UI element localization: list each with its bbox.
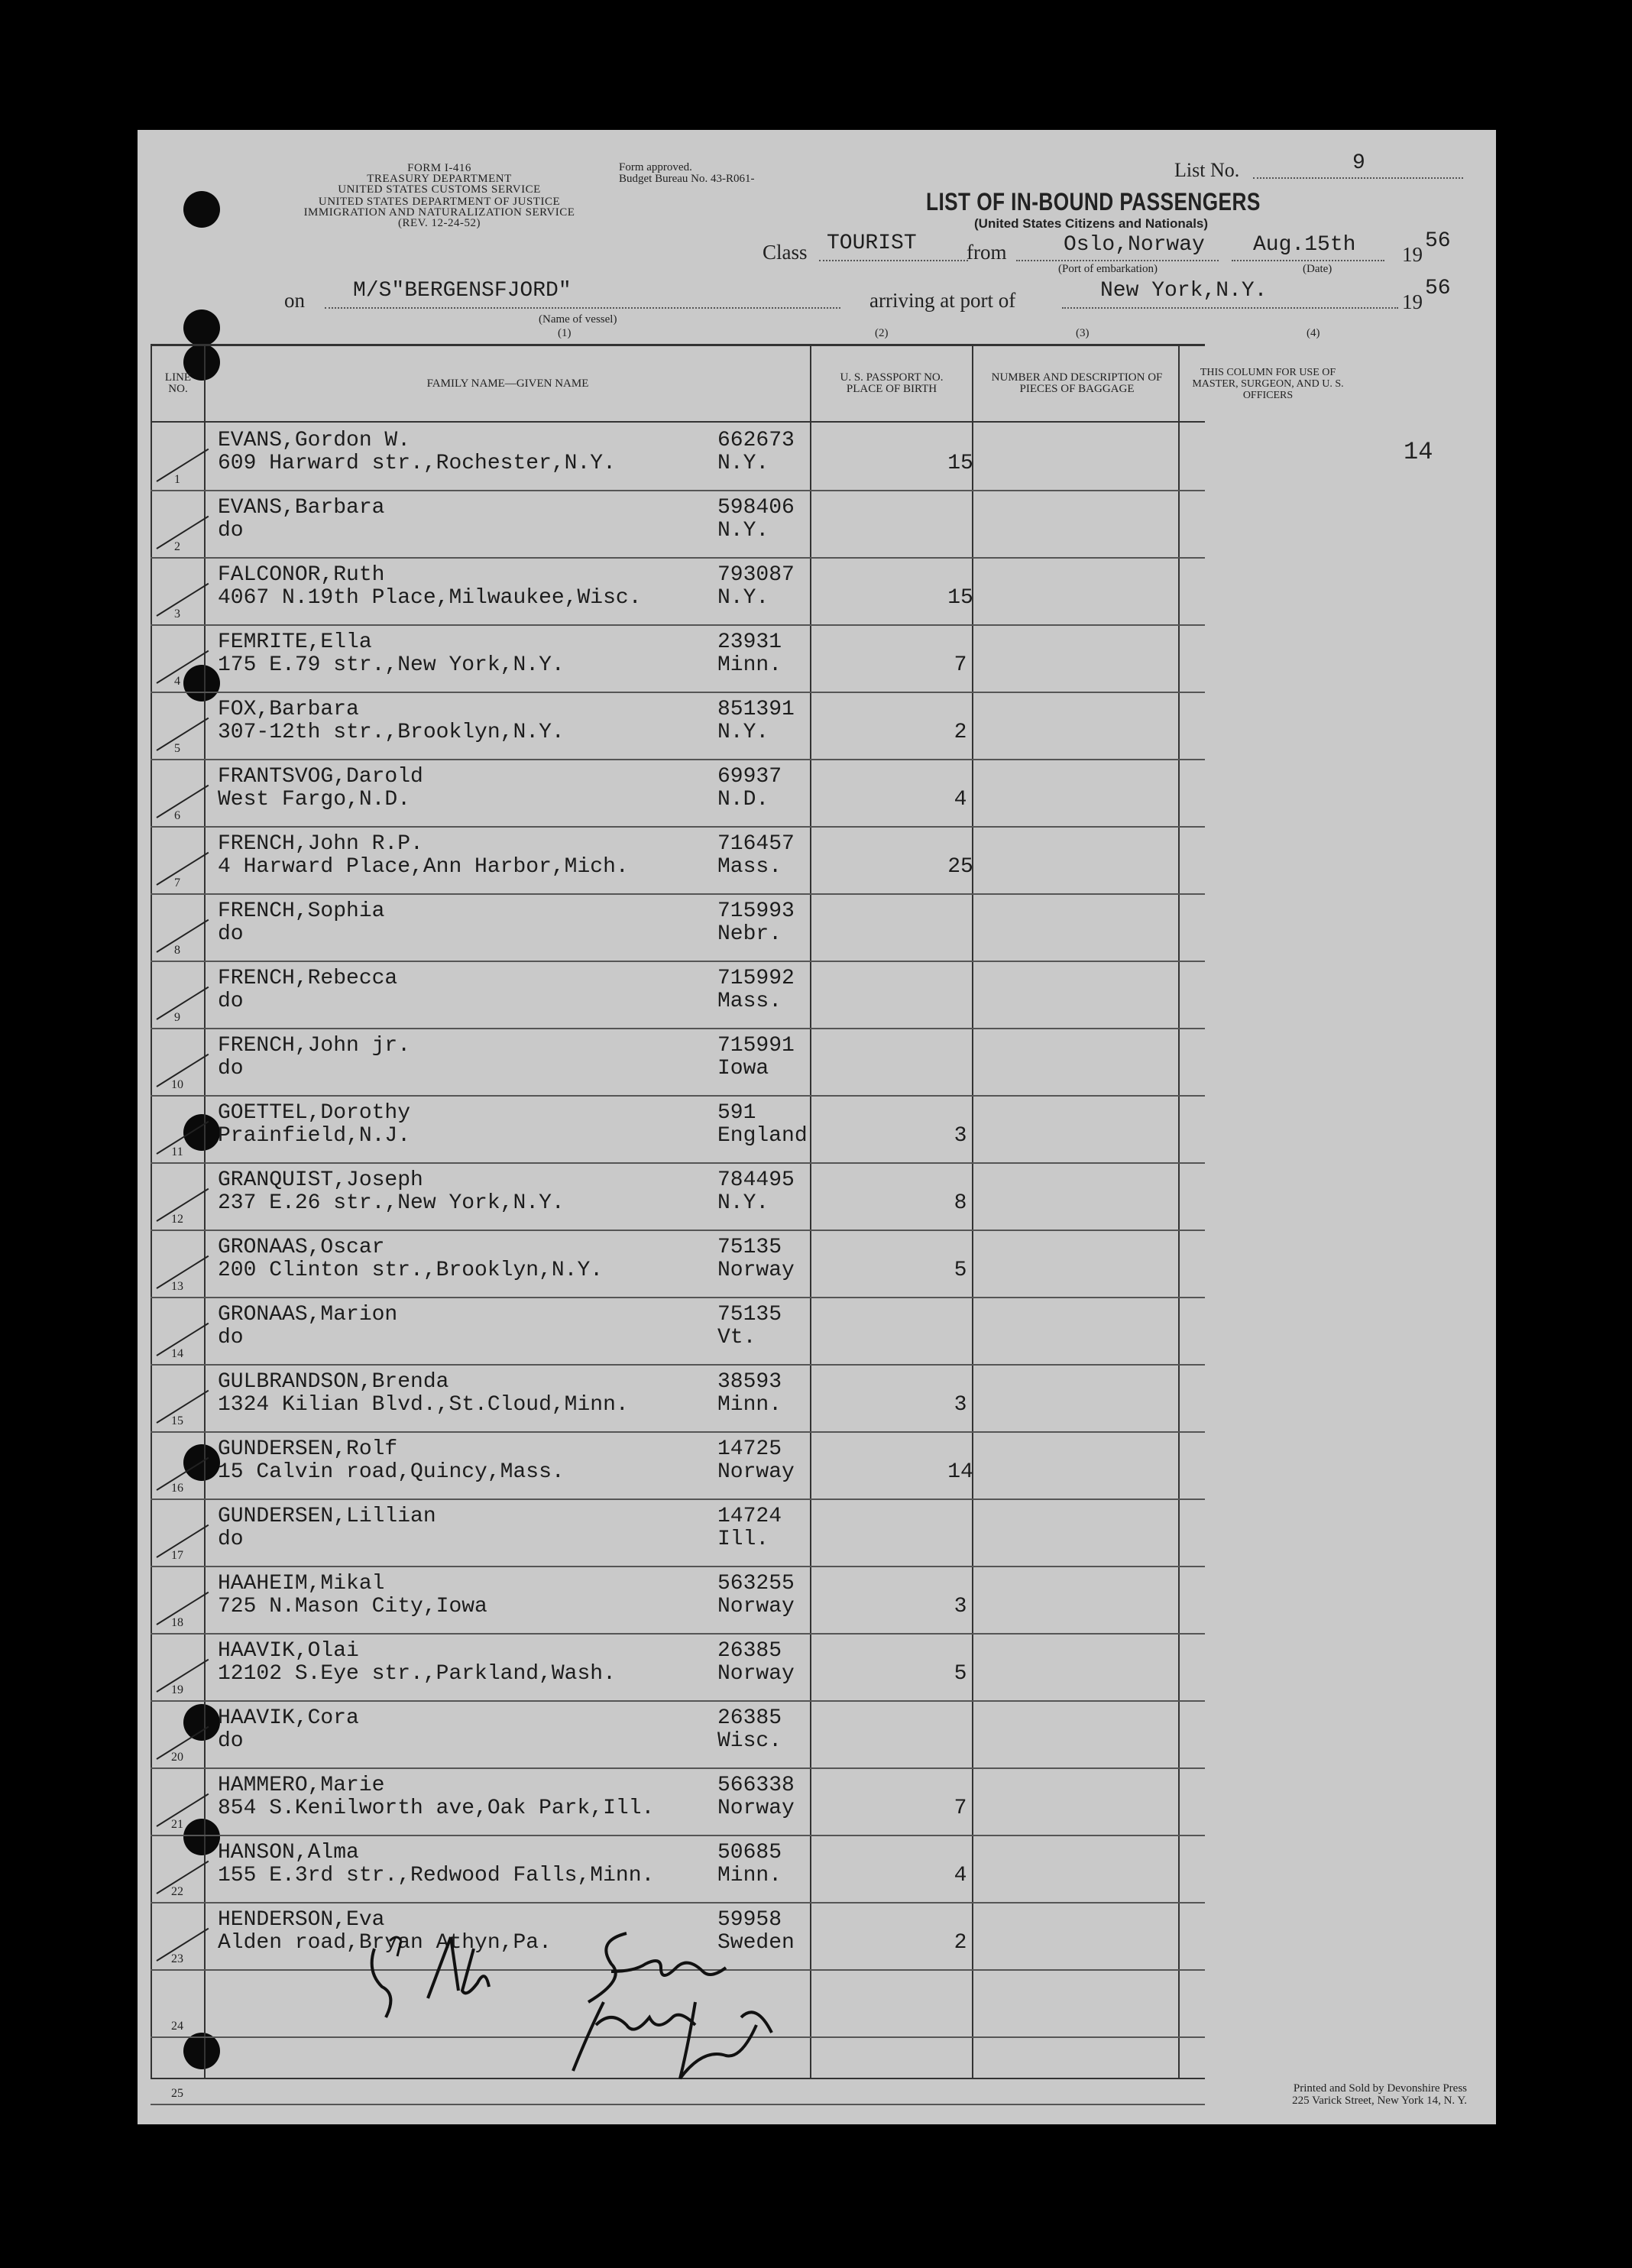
table-row (151, 1230, 1205, 1298)
passenger-name: HAAHEIM,Mikal (218, 1572, 385, 1596)
table-row (151, 893, 1205, 962)
printer-line: Printed and Sold by Devonshire Press (1293, 2082, 1467, 2095)
year-prefix: 19 (1402, 243, 1423, 266)
place-of-birth: N.Y. (717, 721, 769, 744)
table-row (151, 423, 1205, 491)
passenger-address: 15 Calvin road,Quincy,Mass. (218, 1460, 565, 1484)
passport-number: 69937 (717, 765, 782, 789)
passport-number: 23931 (717, 630, 782, 654)
class-label: Class (763, 241, 808, 264)
baggage-count: 7 (954, 653, 967, 677)
baggage-count: 3 (954, 1393, 967, 1417)
passenger-name: GULBRANDSON,Brenda (218, 1370, 449, 1394)
line-number: 18 (171, 1616, 183, 1629)
list-no-value: 9 (1352, 151, 1365, 175)
year-prefix: 19 (1402, 290, 1423, 313)
list-no-line (1253, 177, 1463, 179)
port-caption: (Port of embarkation) (1058, 263, 1158, 275)
line-number: 4 (174, 675, 180, 688)
revision: (REV. 12-24-52) (397, 217, 481, 229)
table-row (151, 1566, 1205, 1635)
place-of-birth: Norway (717, 1595, 795, 1618)
passenger-address: do (218, 1326, 244, 1349)
column-number: (1) (558, 327, 572, 339)
passenger-address: Prainfield,N.J. (218, 1124, 411, 1148)
baggage-count: 4 (954, 1864, 967, 1887)
passenger-name: FOX,Barbara (218, 698, 359, 721)
table-row (151, 1633, 1205, 1702)
arrival-line (1062, 307, 1398, 309)
class-value: TOURIST (827, 232, 917, 255)
line-number: 20 (171, 1751, 183, 1764)
passport-number: 851391 (717, 698, 795, 721)
passenger-name: GOETTEL,Dorothy (218, 1101, 411, 1125)
passport-number: 26385 (717, 1706, 782, 1730)
passport-number: 715993 (717, 899, 795, 923)
table-row (151, 1095, 1205, 1164)
line-number: 24 (171, 2020, 183, 2033)
place-of-birth: Norway (717, 1259, 795, 1282)
passenger-address: 1324 Kilian Blvd.,St.Cloud,Minn. (218, 1393, 629, 1417)
arriving-label: arriving at port of (869, 289, 1016, 312)
passenger-address: Alden road,Bryan Athyn,Pa. (218, 1931, 552, 1955)
header-baggage: NUMBER AND DESCRIPTION OF PIECES OF BAGGAGE (991, 371, 1163, 395)
line-number: 22 (171, 1885, 183, 1898)
place-of-birth: N.Y. (717, 586, 769, 610)
place-of-birth: N.Y. (717, 452, 769, 475)
baggage-count: 5 (954, 1662, 967, 1686)
passenger-name: HAMMERO,Marie (218, 1774, 385, 1797)
approval-line: Form approved. (619, 161, 692, 173)
line-number: 8 (174, 944, 180, 957)
passport-number: 50685 (717, 1841, 782, 1865)
line-number: 21 (171, 1818, 183, 1831)
place-of-birth: Norway (717, 1797, 795, 1820)
passport-number: 662673 (717, 429, 795, 452)
table-row (151, 490, 1205, 559)
line-number: 19 (171, 1683, 183, 1696)
on-label: on (284, 289, 305, 312)
passport-number: 563255 (717, 1572, 795, 1596)
place-of-birth: Iowa (717, 1057, 769, 1081)
vessel-line (325, 307, 840, 309)
column-number: (4) (1307, 327, 1320, 339)
table-row (151, 1028, 1205, 1097)
agency-block (279, 163, 600, 228)
approval-line: Budget Bureau No. 43-R061- (619, 173, 755, 185)
table-row (151, 826, 1205, 895)
passenger-address: do (218, 1057, 244, 1081)
line-number: 16 (171, 1482, 183, 1495)
list-no-label: List No. (1174, 159, 1240, 181)
place-of-birth: N.D. (717, 788, 769, 812)
officer-note: 14 (1404, 438, 1433, 466)
passenger-name: GRANQUIST,Joseph (218, 1168, 423, 1192)
header-name: FAMILY NAME—GIVEN NAME (426, 377, 589, 390)
from-label: from (967, 241, 1007, 264)
table-row (151, 1297, 1205, 1366)
official-signatures (359, 1918, 848, 2101)
passenger-address: 200 Clinton str.,Brooklyn,N.Y. (218, 1259, 604, 1282)
passport-number: 75135 (717, 1236, 782, 1259)
line-number: 17 (171, 1549, 183, 1562)
date-caption: (Date) (1303, 263, 1332, 275)
passenger-name: FALCONOR,Ruth (218, 563, 385, 587)
passenger-address: 307-12th str.,Brooklyn,N.Y. (218, 721, 565, 744)
passenger-address: 155 E.3rd str.,Redwood Falls,Minn. (218, 1864, 655, 1887)
passenger-name: GUNDERSEN,Rolf (218, 1437, 398, 1461)
passenger-address: do (218, 922, 244, 946)
passport-number: 716457 (717, 832, 795, 856)
place-of-birth: Norway (717, 1460, 795, 1484)
table-row (151, 1767, 1205, 1836)
table-row (151, 759, 1205, 828)
baggage-count: 2 (954, 1931, 967, 1955)
baggage-count: 3 (954, 1124, 967, 1148)
column-number: (2) (875, 327, 889, 339)
passenger-address: 609 Harward str.,Rochester,N.Y. (218, 452, 616, 475)
line-number: 1 (174, 473, 180, 486)
line-number: 6 (174, 809, 180, 822)
passenger-name: HANSON,Alma (218, 1841, 359, 1865)
place-of-birth: Mass. (717, 855, 782, 879)
binder-hole (183, 191, 220, 228)
binder-hole (183, 309, 220, 346)
from-value: Oslo,Norway (1064, 233, 1205, 257)
arrival-port: New York,N.Y. (1100, 279, 1268, 303)
date-value: Aug.15th (1253, 233, 1356, 257)
table-row (151, 1431, 1205, 1500)
line-number: 25 (171, 2087, 183, 2100)
place-of-birth: Vt. (717, 1326, 756, 1349)
passport-number: 784495 (717, 1168, 795, 1192)
line-number: 13 (171, 1280, 183, 1293)
column-number: (3) (1076, 327, 1090, 339)
place-of-birth: Minn. (717, 1864, 782, 1887)
form-number: FORM I-416 (407, 162, 471, 174)
printer-line: 225 Varick Street, New York 14, N. Y. (1292, 2095, 1467, 2107)
header-passport: U. S. PASSPORT NO. PLACE OF BIRTH (840, 371, 944, 395)
passenger-address: 725 N.Mason City,Iowa (218, 1595, 487, 1618)
passport-number: 793087 (717, 563, 795, 587)
passenger-address: 4067 N.19th Place,Milwaukee,Wisc. (218, 586, 642, 610)
table-row (151, 1498, 1205, 1567)
baggage-count: 4 (954, 788, 967, 812)
passenger-name: FRENCH,Rebecca (218, 967, 398, 990)
passenger-name: HAAVIK,Cora (218, 1706, 359, 1730)
line-number: 2 (174, 540, 180, 553)
agency-line: TREASURY DEPARTMENT (367, 173, 512, 185)
agency-line: UNITED STATES DEPARTMENT OF JUSTICE (318, 196, 561, 208)
table-row (151, 961, 1205, 1029)
passenger-address: 4 Harward Place,Ann Harbor,Mich. (218, 855, 629, 879)
line-number: 12 (171, 1213, 183, 1226)
passport-number: 59958 (717, 1908, 782, 1932)
passenger-name: FEMRITE,Ella (218, 630, 372, 654)
passenger-address: do (218, 990, 244, 1013)
passport-number: 715992 (717, 967, 795, 990)
agency-line: UNITED STATES CUSTOMS SERVICE (338, 183, 541, 196)
passenger-name: FRENCH,John jr. (218, 1034, 411, 1058)
passport-number: 598406 (717, 496, 795, 520)
passenger-address: 237 E.26 str.,New York,N.Y. (218, 1191, 565, 1215)
passenger-name: FRENCH,Sophia (218, 899, 385, 923)
baggage-count: 2 (954, 721, 967, 744)
header-officers: THIS COLUMN FOR USE OF MASTER, SURGEON, AND U. S. OFFICERS (1192, 366, 1344, 401)
from-line (1016, 260, 1219, 261)
table-row (151, 1700, 1205, 1769)
baggage-count: 8 (954, 1191, 967, 1215)
baggage-count: 25 (947, 855, 973, 879)
year-value: 56 (1425, 277, 1451, 300)
place-of-birth: N.Y. (717, 519, 769, 543)
vessel-caption: (Name of vessel) (539, 313, 617, 326)
place-of-birth: Ill. (717, 1528, 769, 1551)
line-number: 10 (171, 1078, 183, 1091)
passenger-name: GRONAAS,Oscar (218, 1236, 385, 1259)
agency-line: IMMIGRATION AND NATURALIZATION SERVICE (303, 206, 575, 219)
passenger-address: 12102 S.Eye str.,Parkland,Wash. (218, 1662, 616, 1686)
passenger-address: do (218, 1528, 244, 1551)
place-of-birth: Minn. (717, 1393, 782, 1417)
place-of-birth: N.Y. (717, 1191, 769, 1215)
table-row (151, 1364, 1205, 1433)
passenger-name: GRONAAS,Marion (218, 1303, 398, 1327)
place-of-birth: Mass. (717, 990, 782, 1013)
passenger-name: EVANS,Gordon W. (218, 429, 411, 452)
place-of-birth: Nebr. (717, 922, 782, 946)
class-line (819, 260, 968, 261)
line-number: 7 (174, 876, 180, 889)
form-title: LIST OF IN-BOUND PASSENGERS (926, 188, 1261, 215)
place-of-birth: England (717, 1124, 808, 1148)
date-line (1232, 260, 1384, 261)
passenger-name: FRENCH,John R.P. (218, 832, 423, 856)
line-number: 23 (171, 1952, 183, 1965)
vessel-name: M/S"BERGENSFJORD" (353, 279, 572, 303)
passport-number: 591 (717, 1101, 756, 1125)
place-of-birth: Norway (717, 1662, 795, 1686)
passenger-address: 854 S.Kenilworth ave,Oak Park,Ill. (218, 1797, 655, 1820)
printer-imprint (1146, 2082, 1467, 2107)
passenger-name: GUNDERSEN,Lillian (218, 1505, 436, 1528)
line-number: 14 (171, 1347, 183, 1360)
passenger-name: HAAVIK,Olai (218, 1639, 359, 1663)
passport-number: 566338 (717, 1774, 795, 1797)
line-number: 15 (171, 1414, 183, 1427)
baggage-count: 7 (954, 1797, 967, 1820)
passport-number: 14724 (717, 1505, 782, 1528)
baggage-count: 14 (947, 1460, 973, 1484)
baggage-count: 5 (954, 1259, 967, 1282)
header-line-no: LINE NO. (164, 371, 192, 395)
baggage-count: 15 (947, 586, 973, 610)
line-number: 5 (174, 742, 180, 755)
passport-number: 14725 (717, 1437, 782, 1461)
table-row (151, 1162, 1205, 1231)
year-value: 56 (1425, 229, 1451, 253)
table-row (151, 624, 1205, 693)
table-row (151, 1835, 1205, 1904)
passenger-name: FRANTSVOG,Darold (218, 765, 423, 789)
passport-number: 26385 (717, 1639, 782, 1663)
passenger-address: do (218, 519, 244, 543)
passenger-address: do (218, 1729, 244, 1753)
passenger-address: 175 E.79 str.,New York,N.Y. (218, 653, 565, 677)
approval-block (619, 162, 754, 185)
place-of-birth: Wisc. (717, 1729, 782, 1753)
passport-number: 715991 (717, 1034, 795, 1058)
passport-number: 38593 (717, 1370, 782, 1394)
passenger-name: EVANS,Barbara (218, 496, 385, 520)
baggage-count: 15 (947, 452, 973, 475)
table-row (151, 692, 1205, 760)
form-subtitle: (United States Citizens and Nationals) (974, 216, 1209, 231)
place-of-birth: Minn. (717, 653, 782, 677)
line-number: 3 (174, 608, 180, 620)
line-number: 11 (171, 1145, 183, 1158)
passenger-address: West Fargo,N.D. (218, 788, 411, 812)
table-row (151, 557, 1205, 626)
passport-number: 75135 (717, 1303, 782, 1327)
baggage-count: 3 (954, 1595, 967, 1618)
line-number: 9 (174, 1011, 180, 1024)
place-of-birth: Sweden (717, 1931, 795, 1955)
passenger-name: HENDERSON,Eva (218, 1908, 385, 1932)
